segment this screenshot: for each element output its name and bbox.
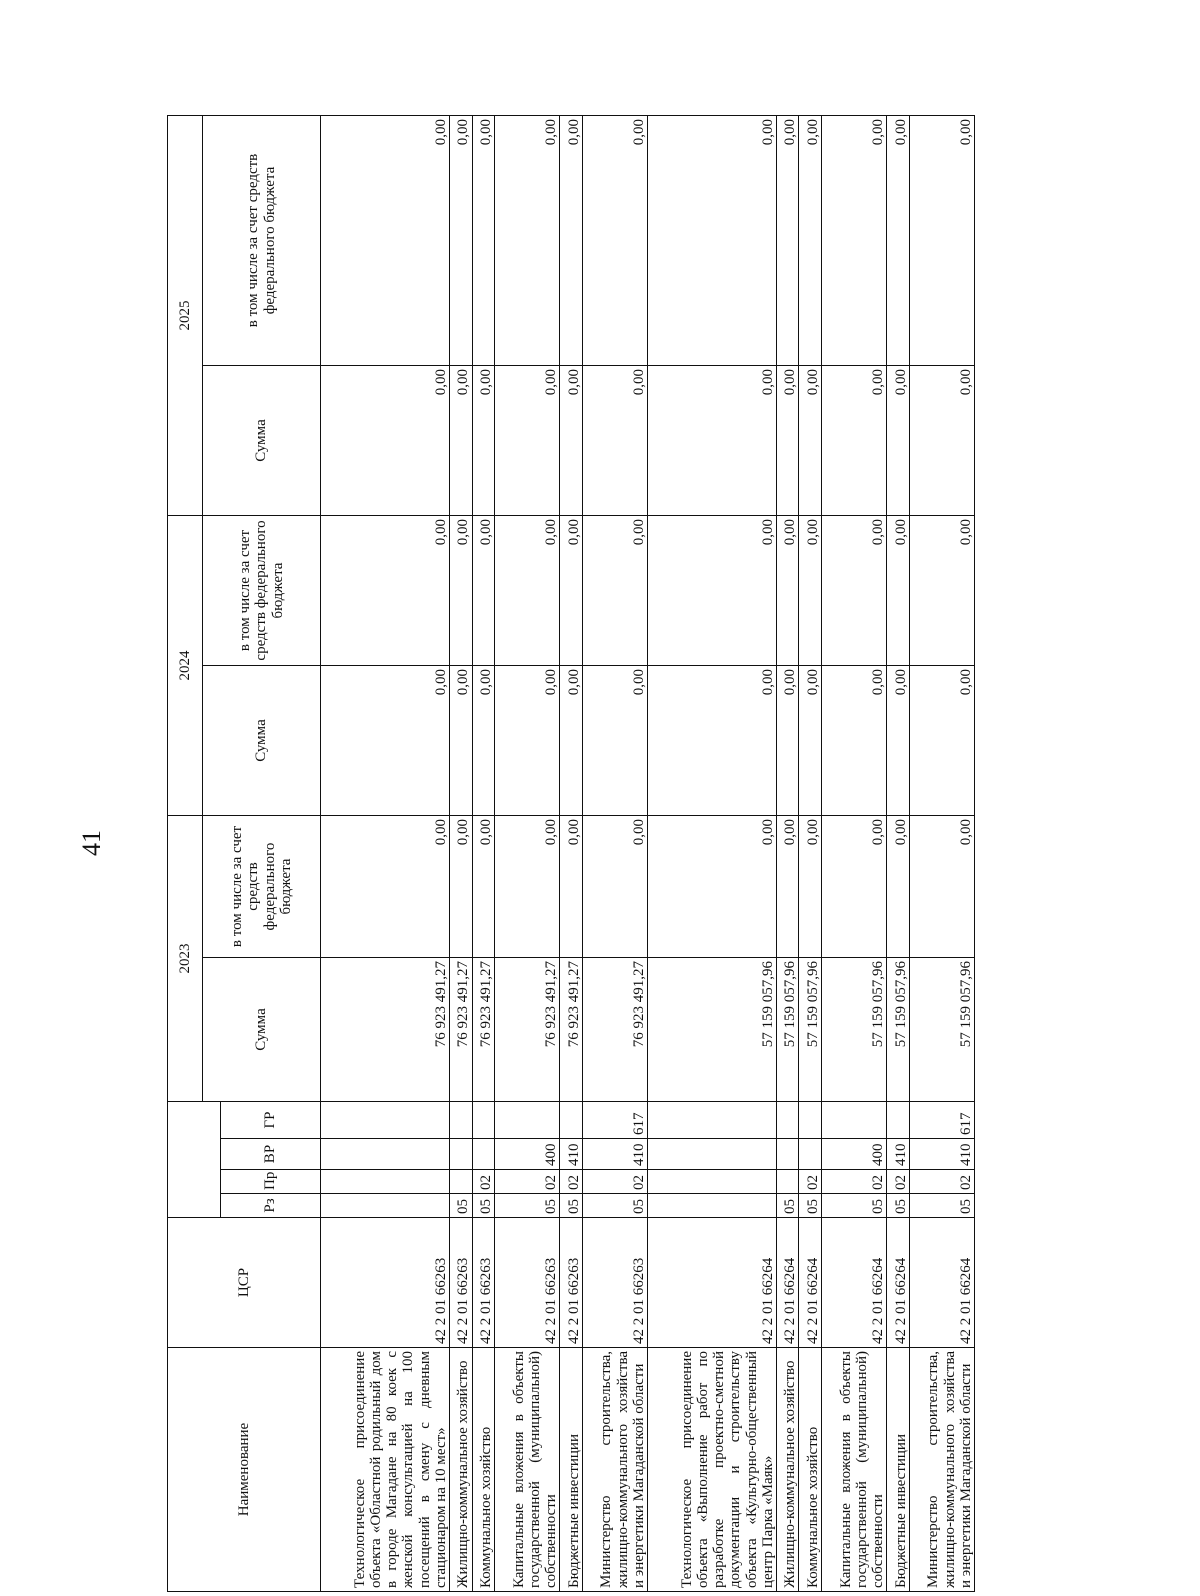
row-gr xyxy=(560,1102,583,1139)
row-name: Технологическое присоединение объекта «Выполнение работ по разработке проектно-сметной документации и строительству объекта «Культурно-общественный центр Парка «Маяк» xyxy=(647,1348,776,1592)
row-vr xyxy=(449,1139,472,1170)
row-value: 0,00 xyxy=(472,516,495,666)
row-value: 0,00 xyxy=(799,666,822,816)
row-name: Капитальные вложения в объекты государственной (муниципальной) собственности xyxy=(822,1348,887,1592)
table-row xyxy=(321,116,450,1592)
row-name: Бюджетные инвестиции xyxy=(887,1348,910,1592)
row-value: 0,00 xyxy=(449,816,472,958)
header-gr: ГР xyxy=(221,1102,321,1139)
row-value: 0,00 xyxy=(495,666,560,816)
row-value: 0,00 xyxy=(582,116,647,366)
header-federal-2023: в том числе за счет средств федерального бюджета xyxy=(203,816,321,958)
row-value: 0,00 xyxy=(799,116,822,366)
row-name: Министерство строительства, жилищно-коммунального хозяйства и энергетики Магаданской области xyxy=(909,1348,974,1592)
row-rz xyxy=(321,1194,450,1218)
row-rz: 05 xyxy=(472,1194,495,1218)
row-value: 0,00 xyxy=(799,816,822,958)
row-value: 0,00 xyxy=(776,666,799,816)
row-value: 0,00 xyxy=(449,116,472,366)
row-csr: 42 2 01 66264 xyxy=(799,1218,822,1348)
table-row xyxy=(582,116,647,1592)
row-vr: 410 xyxy=(582,1139,647,1170)
row-value: 0,00 xyxy=(449,516,472,666)
row-value: 57 159 057,96 xyxy=(776,958,799,1102)
row-csr: 42 2 01 66263 xyxy=(560,1218,583,1348)
row-rz: 05 xyxy=(776,1194,799,1218)
row-value: 0,00 xyxy=(560,366,583,516)
row-csr: 42 2 01 66263 xyxy=(321,1218,450,1348)
header-name: Наименование xyxy=(168,1348,321,1592)
row-name: Коммунальное хозяйство xyxy=(472,1348,495,1592)
row-value: 57 159 057,96 xyxy=(647,958,776,1102)
table-row xyxy=(472,116,495,1592)
row-vr: 410 xyxy=(887,1139,910,1170)
table-row xyxy=(909,116,974,1592)
row-gr xyxy=(822,1102,887,1139)
row-csr: 42 2 01 66264 xyxy=(822,1218,887,1348)
row-csr: 42 2 01 66263 xyxy=(449,1218,472,1348)
row-gr xyxy=(776,1102,799,1139)
rotated-table-container xyxy=(167,116,975,1592)
row-name: Министерство строительства, жилищно-коммунального хозяйства и энергетики Магаданской области xyxy=(582,1348,647,1592)
row-value: 0,00 xyxy=(582,366,647,516)
row-value: 0,00 xyxy=(909,816,974,958)
row-value: 0,00 xyxy=(822,516,887,666)
header-sum-2024: Сумма xyxy=(203,666,321,816)
row-csr: 42 2 01 66264 xyxy=(909,1218,974,1348)
row-csr: 42 2 01 66264 xyxy=(887,1218,910,1348)
header-year-2025: 2025 xyxy=(168,116,203,516)
header-vr: ВР xyxy=(221,1139,321,1170)
row-value: 0,00 xyxy=(887,816,910,958)
table-row xyxy=(887,116,910,1592)
row-rz: 05 xyxy=(560,1194,583,1218)
row-vr xyxy=(472,1139,495,1170)
row-value: 57 159 057,96 xyxy=(909,958,974,1102)
row-value: 0,00 xyxy=(776,116,799,366)
table-row xyxy=(495,116,560,1592)
row-pr: 02 xyxy=(887,1170,910,1194)
row-value: 0,00 xyxy=(776,516,799,666)
row-value: 0,00 xyxy=(822,816,887,958)
row-gr xyxy=(647,1102,776,1139)
row-value: 0,00 xyxy=(822,116,887,366)
row-value: 0,00 xyxy=(582,666,647,816)
row-vr xyxy=(647,1139,776,1170)
row-value: 0,00 xyxy=(472,666,495,816)
row-value: 0,00 xyxy=(449,366,472,516)
row-name: Технологическое присоединение объекта «Областной родильный дом в городе Магадане на 80 коек с женской консультацией на 100 посещений в смену с дневным стационаром на 10 мест» xyxy=(321,1348,450,1592)
row-pr: 02 xyxy=(909,1170,974,1194)
row-value: 0,00 xyxy=(472,816,495,958)
row-value: 0,00 xyxy=(472,116,495,366)
row-value: 0,00 xyxy=(495,816,560,958)
header-spacer xyxy=(168,1102,221,1218)
row-name: Коммунальное хозяйство xyxy=(799,1348,822,1592)
row-pr: 02 xyxy=(799,1170,822,1194)
row-value: 0,00 xyxy=(560,666,583,816)
row-value: 0,00 xyxy=(495,366,560,516)
row-pr: 02 xyxy=(472,1170,495,1194)
row-rz xyxy=(647,1194,776,1218)
table-row xyxy=(822,116,887,1592)
header-federal-2024: в том числе за счет средств федерального бюджета xyxy=(203,516,321,666)
row-value: 0,00 xyxy=(887,366,910,516)
row-pr xyxy=(776,1170,799,1194)
row-vr: 400 xyxy=(822,1139,887,1170)
page-number: 41 xyxy=(77,830,106,856)
row-pr xyxy=(647,1170,776,1194)
row-gr xyxy=(449,1102,472,1139)
row-value: 0,00 xyxy=(321,366,450,516)
header-rz: Рз xyxy=(221,1194,321,1218)
row-value: 0,00 xyxy=(495,516,560,666)
row-value: 0,00 xyxy=(647,816,776,958)
row-pr xyxy=(449,1170,472,1194)
row-vr xyxy=(776,1139,799,1170)
row-pr: 02 xyxy=(495,1170,560,1194)
row-vr xyxy=(799,1139,822,1170)
row-value: 0,00 xyxy=(887,516,910,666)
row-pr: 02 xyxy=(822,1170,887,1194)
row-value: 0,00 xyxy=(449,666,472,816)
row-gr: 617 xyxy=(582,1102,647,1139)
row-rz: 05 xyxy=(909,1194,974,1218)
row-vr: 410 xyxy=(909,1139,974,1170)
row-value: 57 159 057,96 xyxy=(887,958,910,1102)
table-row xyxy=(647,116,776,1592)
row-gr xyxy=(472,1102,495,1139)
header-year-2023: 2023 xyxy=(168,816,203,1102)
row-rz: 05 xyxy=(822,1194,887,1218)
header-federal-2025: в том числе за счет средств федерального бюджета xyxy=(203,116,321,366)
row-value: 0,00 xyxy=(647,116,776,366)
row-value: 0,00 xyxy=(582,816,647,958)
row-value: 0,00 xyxy=(321,516,450,666)
row-value: 0,00 xyxy=(321,666,450,816)
row-value: 0,00 xyxy=(776,816,799,958)
header-pr: Пр xyxy=(221,1170,321,1194)
row-value: 0,00 xyxy=(321,116,450,366)
row-pr: 02 xyxy=(560,1170,583,1194)
row-value: 57 159 057,96 xyxy=(822,958,887,1102)
row-csr: 42 2 01 66263 xyxy=(495,1218,560,1348)
row-value: 0,00 xyxy=(887,666,910,816)
row-value: 76 923 491,27 xyxy=(321,958,450,1102)
table-row xyxy=(560,116,583,1592)
row-name: Бюджетные инвестиции xyxy=(560,1348,583,1592)
table-row xyxy=(449,116,472,1592)
header-sum-2025: Сумма xyxy=(203,366,321,516)
row-gr xyxy=(495,1102,560,1139)
row-value: 57 159 057,96 xyxy=(799,958,822,1102)
row-vr: 410 xyxy=(560,1139,583,1170)
row-csr: 42 2 01 66264 xyxy=(647,1218,776,1348)
row-rz: 05 xyxy=(799,1194,822,1218)
row-pr: 02 xyxy=(582,1170,647,1194)
row-gr xyxy=(799,1102,822,1139)
row-value: 0,00 xyxy=(560,816,583,958)
row-value: 76 923 491,27 xyxy=(472,958,495,1102)
row-csr: 42 2 01 66264 xyxy=(776,1218,799,1348)
row-value: 0,00 xyxy=(799,366,822,516)
row-value: 0,00 xyxy=(321,816,450,958)
row-vr: 400 xyxy=(495,1139,560,1170)
header-csr: ЦСР xyxy=(168,1218,321,1348)
row-rz: 05 xyxy=(449,1194,472,1218)
row-name: Жилищно-коммунальное хозяйство xyxy=(776,1348,799,1592)
table-row xyxy=(799,116,822,1592)
header-sum-2023: Сумма xyxy=(203,958,321,1102)
row-rz: 05 xyxy=(887,1194,910,1218)
row-pr xyxy=(321,1170,450,1194)
row-value: 0,00 xyxy=(472,366,495,516)
row-rz: 05 xyxy=(582,1194,647,1218)
row-value: 0,00 xyxy=(560,116,583,366)
row-value: 0,00 xyxy=(582,516,647,666)
row-value: 0,00 xyxy=(909,666,974,816)
row-name: Капитальные вложения в объекты государственной (муниципальной) собственности xyxy=(495,1348,560,1592)
row-value: 0,00 xyxy=(495,116,560,366)
row-value: 76 923 491,27 xyxy=(560,958,583,1102)
row-value: 76 923 491,27 xyxy=(449,958,472,1102)
row-value: 0,00 xyxy=(822,666,887,816)
row-gr xyxy=(321,1102,450,1139)
table-body xyxy=(321,116,975,1592)
row-gr: 617 xyxy=(909,1102,974,1139)
row-name: Жилищно-коммунальное хозяйство xyxy=(449,1348,472,1592)
row-gr xyxy=(887,1102,910,1139)
row-value: 76 923 491,27 xyxy=(582,958,647,1102)
header-year-2024: 2024 xyxy=(168,516,203,816)
row-value: 76 923 491,27 xyxy=(495,958,560,1102)
row-value: 0,00 xyxy=(647,666,776,816)
row-value: 0,00 xyxy=(887,116,910,366)
budget-table xyxy=(167,115,975,1592)
row-value: 0,00 xyxy=(776,366,799,516)
row-value: 0,00 xyxy=(799,516,822,666)
row-csr: 42 2 01 66263 xyxy=(472,1218,495,1348)
row-vr xyxy=(321,1139,450,1170)
row-value: 0,00 xyxy=(909,116,974,366)
row-value: 0,00 xyxy=(647,366,776,516)
row-value: 0,00 xyxy=(909,366,974,516)
row-value: 0,00 xyxy=(560,516,583,666)
table-row xyxy=(776,116,799,1592)
row-value: 0,00 xyxy=(647,516,776,666)
row-rz: 05 xyxy=(495,1194,560,1218)
row-value: 0,00 xyxy=(822,366,887,516)
row-csr: 42 2 01 66263 xyxy=(582,1218,647,1348)
row-value: 0,00 xyxy=(909,516,974,666)
